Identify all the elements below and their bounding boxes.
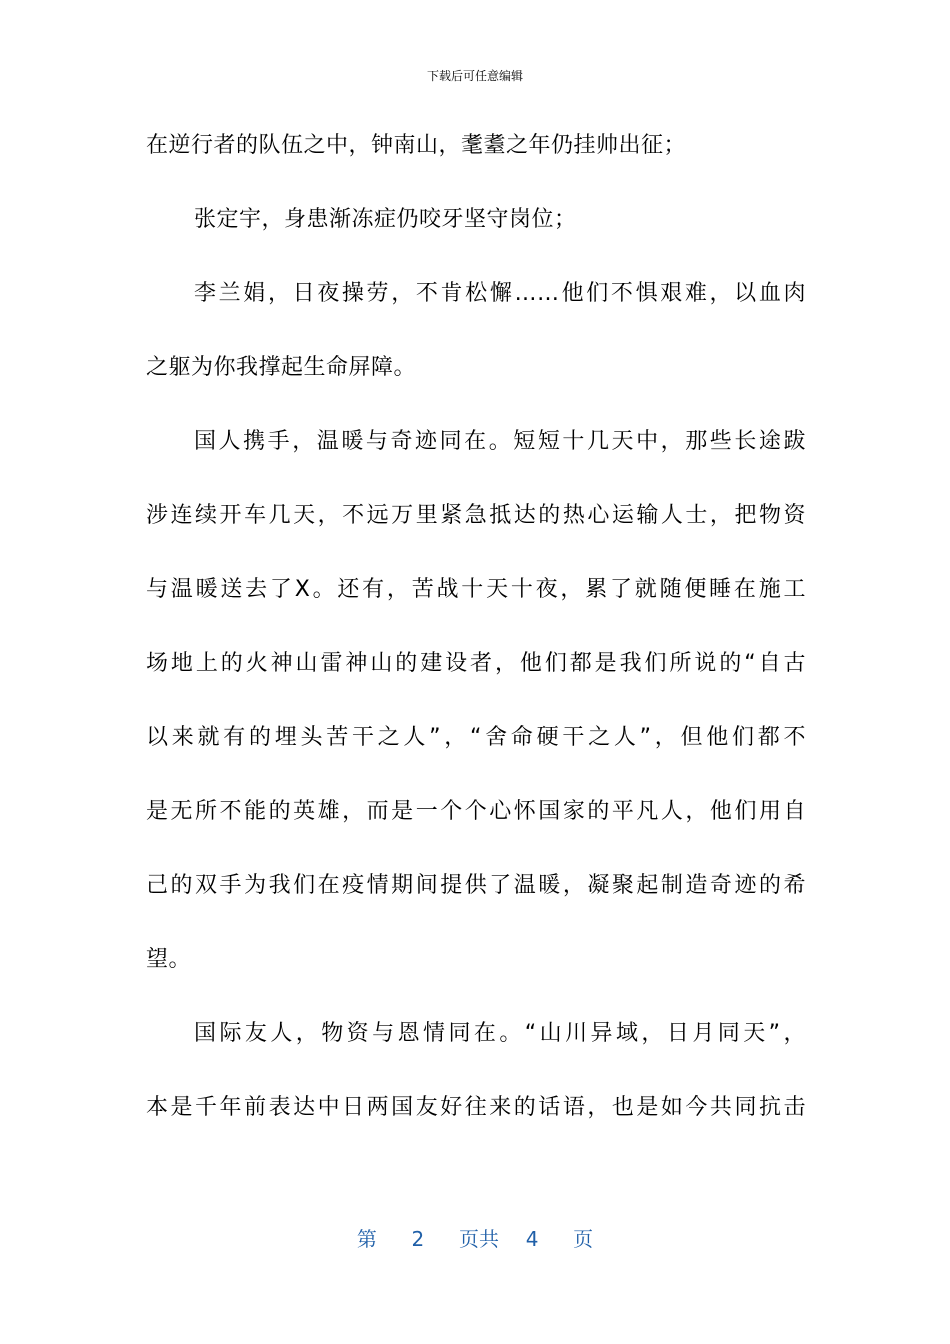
text-line: 张定宇，身患渐冻症仍咬牙坚守岗位； xyxy=(194,207,577,232)
text-line: 涉连续开车几天，不远万里紧急抵达的热心运输人士，把物资 xyxy=(146,503,806,528)
text-line: 己的双手为我们在疫情期间提供了温暖，凝聚起制造奇迹的希 xyxy=(146,873,806,898)
text-line: 以来就有的埋头苦干之人”，“舍命硬干之人”，但他们都不 xyxy=(146,725,806,750)
text-line: 是无所不能的英雄，而是一个个心怀国家的平凡人，他们用自 xyxy=(146,799,806,824)
text-line: 国际友人，物资与恩情同在。“山川异域，日月同天”， xyxy=(194,1021,806,1046)
page-header: 下载后可任意编辑 xyxy=(426,69,523,83)
text-line: 之躯为你我撑起生命屏障。 xyxy=(146,355,417,380)
page-footer xyxy=(0,1224,950,1254)
total-pages-number: 4 xyxy=(525,1227,539,1251)
text-line: 望。 xyxy=(146,947,192,972)
page-label: 第 xyxy=(356,1227,377,1251)
text-line: 在逆行者的队伍之中，钟南山，耄耋之年仍挂帅出征； xyxy=(146,133,687,158)
text-line: 场地上的火神山雷神山的建设者，他们都是我们所说的“自古 xyxy=(146,651,806,676)
document-body xyxy=(146,124,806,1160)
page-of-label: 页共 xyxy=(459,1227,499,1251)
text-line: 国人携手，温暖与奇迹同在。短短十几天中，那些长途跋 xyxy=(194,429,806,454)
text-line: 与温暖送去了X。还有，苦战十天十夜，累了就随便睡在施工 xyxy=(146,577,806,602)
current-page-number: 2 xyxy=(411,1227,425,1251)
text-line: 李兰娟，日夜操劳，不肯松懈……他们不惧艰难，以血肉 xyxy=(194,281,806,306)
text-line: 本是千年前表达中日两国友好往来的话语，也是如今共同抗击 xyxy=(146,1095,806,1120)
page-end-label: 页 xyxy=(573,1227,594,1251)
